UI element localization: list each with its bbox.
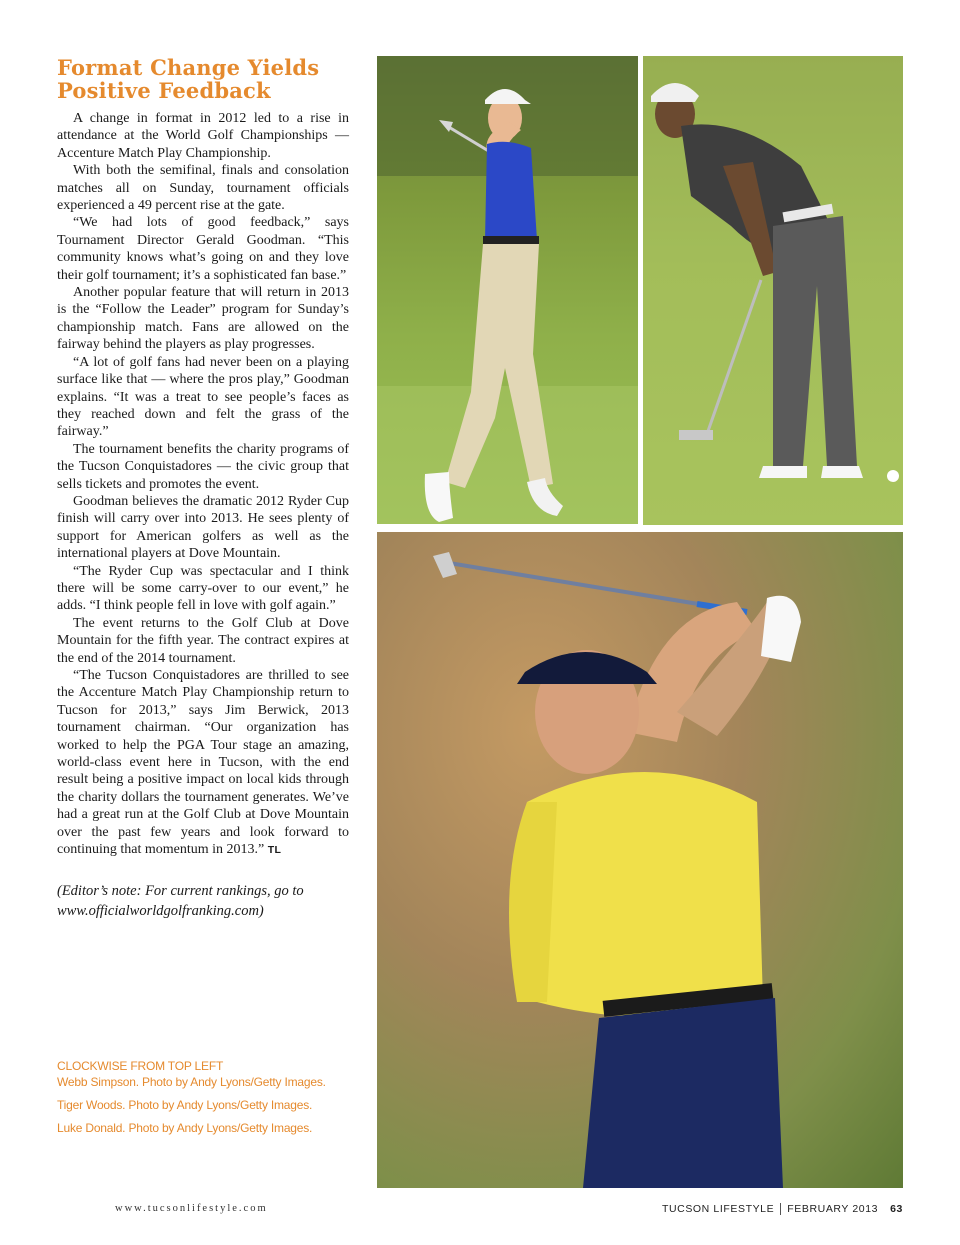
photo-luke-donald (377, 532, 903, 1188)
caption-luke-donald: Luke Donald. Photo by Andy Lyons/Getty Images. (57, 1121, 313, 1135)
article-paragraph-last (57, 667, 349, 859)
editor-note (57, 881, 349, 921)
caption-heading: CLOCKWISE FROM TOP LEFT (57, 1059, 224, 1073)
article-headline (57, 56, 349, 102)
golfer-illustration (377, 532, 903, 1188)
footer-folio (662, 1203, 903, 1215)
footer-magazine: TUCSON LIFESTYLE (661, 1203, 775, 1215)
editor-note-url[interactable]: www.officialworldgolfranking.com) (57, 903, 264, 920)
footer-issue: FEBRUARY 2013 (787, 1203, 879, 1215)
golfer-illustration (643, 56, 903, 525)
article-paragraph: “A lot of golf fans had never been on a playing surface like that — where the pros play,” Goodman explains. “It was a treat to see people’s faces as they reached down and felt the grass of the fairway.” (57, 354, 349, 440)
article-paragraph: “We had lots of good feedback,” says Tournament Director Gerald Goodman. “This community knows what’s going on and they love their golf tournament; it’s a sophisticated fan base.” (57, 215, 349, 283)
headline-line-2: Positive Feedback (57, 78, 271, 103)
article-paragraph-text: “The Tucson Conquistadores are thrilled to see the Accenture Match Play Championship return to Tucson for 2013,” says Jim Berwick, 2013 tournament chairman. “Our organization has worked to help the PGA Tour stage an amazing, world-class event here in Tucson, with the end result being a positive impact on local kids through the charity dollars the tournament generates. We’ve had a great run at the Golf Club at Dove Mountain over the past few years and look forward to continuing that momentum in 2013.” (57, 668, 349, 858)
article-paragraph: A change in format in 2012 led to a rise in attendance at the World Golf Championships — Accenture Match Play Championship. (57, 111, 349, 161)
photo-captions (57, 1059, 357, 1144)
editor-note-line-1: (Editor’s note: For current rankings, go to (57, 883, 304, 900)
footer-website[interactable]: www.tucsonlifestyle.com (115, 1203, 268, 1214)
photo-tiger-woods (643, 56, 903, 525)
article-paragraph: With both the semifinal, finals and consolation matches all on Sunday, tournament officials experienced a 49 percent rise at the gate. (57, 163, 349, 214)
caption-tiger-woods: Tiger Woods. Photo by Andy Lyons/Getty Images. (57, 1098, 313, 1112)
article-paragraph: “The Ryder Cup was spectacular and I think there will be some carry-over to our event,” he adds. “I think people fell in love with golf again.” (57, 563, 349, 614)
article-paragraph: The event returns to the Golf Club at Dove Mountain for the fifth year. The contract expires at the end of the 2014 tournament. (57, 615, 349, 666)
end-mark: TL (267, 844, 282, 857)
caption-webb-simpson: Webb Simpson. Photo by Andy Lyons/Getty Images. (57, 1075, 326, 1089)
page-number: 63 (890, 1203, 903, 1215)
photo-webb-simpson (377, 56, 638, 524)
article-paragraph: Another popular feature that will return in 2013 is the “Follow the Leader” program for Sunday’s championship match. Fans are allowed on the fairway behind the players as play progresses. (57, 285, 349, 353)
golfer-illustration (377, 56, 638, 524)
article-paragraph: The tournament benefits the charity programs of the Tucson Conquistadores — the civic group that sells tickets and promotes the event. (57, 441, 349, 492)
article-column (57, 56, 349, 921)
article-body (57, 110, 349, 859)
footer-divider (780, 1203, 781, 1215)
article-paragraph: Goodman believes the dramatic 2012 Ryder Cup finish will carry over into 2013. He sees plenty of support for American golfers as well as the international players at Dove Mountain. (57, 493, 349, 562)
headline-line-1: Format Change Yields (57, 55, 320, 80)
